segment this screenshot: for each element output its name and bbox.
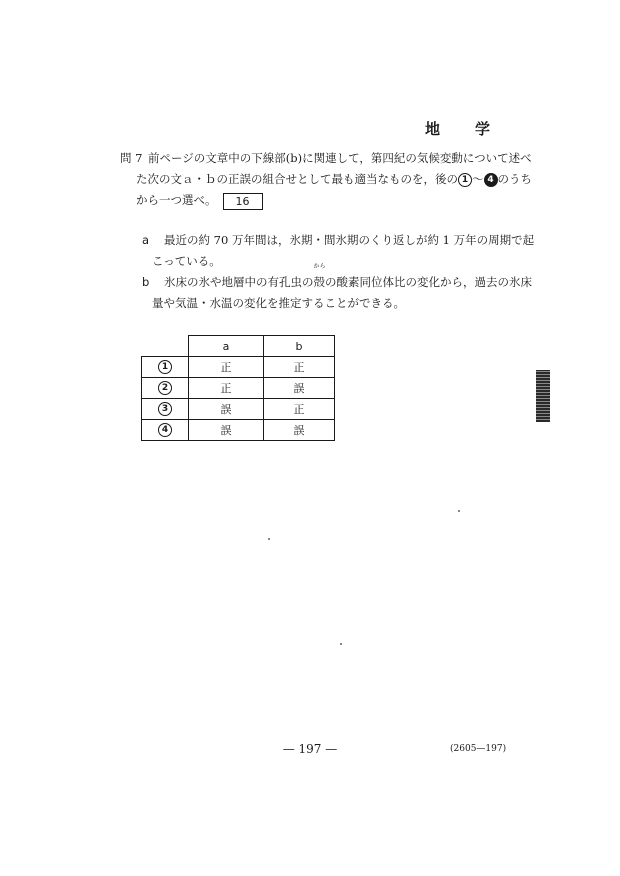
circled-number: 1 xyxy=(158,360,172,374)
statement-text-line2: 量や気温・水温の変化を推定することができる。 xyxy=(152,296,405,310)
question-number: 問 7 xyxy=(120,151,143,165)
table-cell: 誤 xyxy=(264,420,335,441)
scan-speck xyxy=(268,538,270,540)
table-header-cell: b xyxy=(264,336,335,357)
table-cell: 誤 xyxy=(189,420,264,441)
scan-speck xyxy=(340,643,342,645)
table-cell: 正 xyxy=(189,378,264,399)
table-row xyxy=(142,420,335,441)
ruby-base: 殻 xyxy=(313,275,325,289)
choice-number xyxy=(142,420,189,441)
answer-box: 16 xyxy=(223,193,263,210)
range-separator: ～ xyxy=(472,172,484,186)
choice-number xyxy=(142,378,189,399)
circled-number: 3 xyxy=(158,402,172,416)
table-cell: 正 xyxy=(189,357,264,378)
question-line-3 xyxy=(136,190,263,211)
statement-label: a xyxy=(142,233,150,247)
statement-text-line2: こっている。 xyxy=(152,254,221,268)
choice-number xyxy=(142,399,189,420)
ruby-reading: から xyxy=(313,263,326,270)
question-line-2-text: た次の文ａ・ｂの正誤の組合せとして最も適当なものを，後の xyxy=(136,172,458,186)
statement-text-pre: 氷床の氷や地層中の有孔虫の xyxy=(164,275,314,289)
table-header-cell: a xyxy=(189,336,264,357)
choices-table xyxy=(141,335,335,441)
table-row xyxy=(142,357,335,378)
question-line-1: 前ページの文章中の下線部(b)に関連して，第四紀の気候変動について述べ xyxy=(148,151,532,165)
statement-label: b xyxy=(142,275,150,289)
circled-number: 4 xyxy=(158,423,172,437)
circled-number-start: 1 xyxy=(458,173,472,187)
question-line-2-end: のうち xyxy=(497,172,532,186)
scan-speck xyxy=(458,510,460,512)
statement-text-line1 xyxy=(164,263,532,293)
document-code: (2605—197) xyxy=(450,744,507,754)
table-cell: 誤 xyxy=(189,399,264,420)
table-row xyxy=(142,378,335,399)
page-number: — 197 — xyxy=(282,742,338,756)
table-row xyxy=(142,399,335,420)
statement-text-line1: 最近の約 70 万年間は，氷期・間氷期のくり返しが約 1 万年の周期で起 xyxy=(164,233,535,247)
circled-number-end: 4 xyxy=(484,173,498,187)
statement-text-post: の酸素同位体比の変化から，過去の氷床 xyxy=(325,275,532,289)
choice-number xyxy=(142,357,189,378)
circled-number: 2 xyxy=(158,381,172,395)
table-cell: 正 xyxy=(264,399,335,420)
subject-heading: 地 学 xyxy=(424,120,500,138)
question-line-2 xyxy=(136,169,532,190)
margin-tab-marker xyxy=(536,370,550,422)
ruby-word xyxy=(313,263,326,293)
table-cell: 正 xyxy=(264,357,335,378)
statement-b xyxy=(142,263,532,314)
table-header-cell xyxy=(142,336,189,357)
table-header-row xyxy=(142,336,335,357)
question-block xyxy=(120,148,532,214)
table-cell: 誤 xyxy=(264,378,335,399)
question-line-3-text: から一つ選べ。 xyxy=(136,193,217,207)
